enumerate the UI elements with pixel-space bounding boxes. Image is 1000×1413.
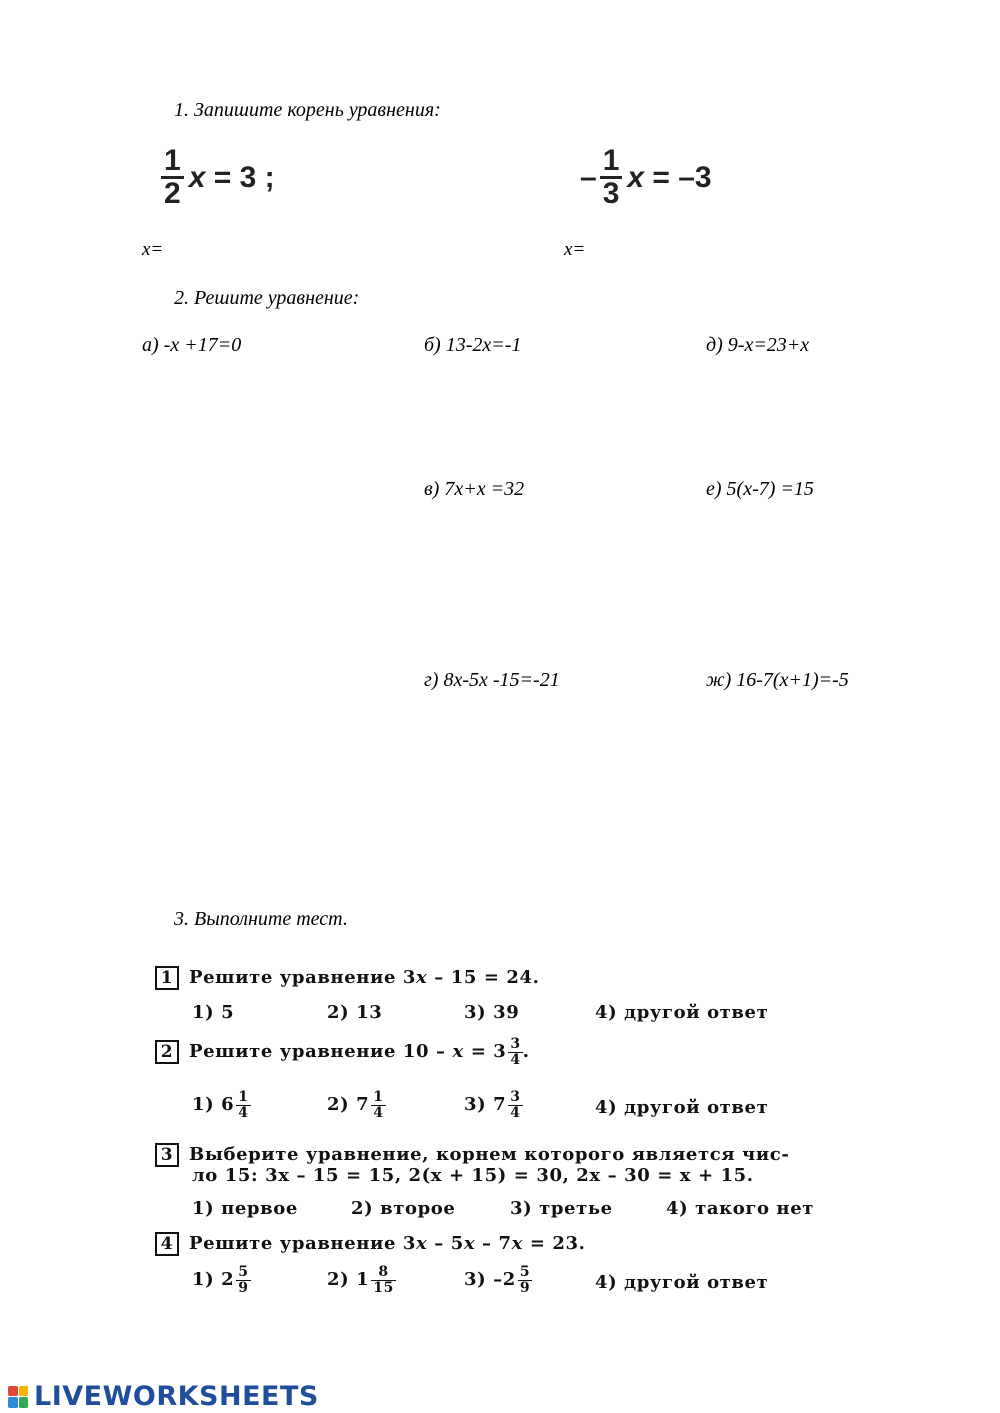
fraction: $\frac{5}{9}$ (519, 1264, 531, 1296)
task2-heading: 2. Решите уравнение: (174, 287, 360, 309)
q3-option-2: 2) второе (351, 1198, 456, 1219)
logo-text: LIVEWORKSHEETS (34, 1381, 319, 1412)
fraction: $\frac{1}{2}$ (161, 146, 184, 209)
task2-item-d: д) 9-x=23+x (706, 334, 810, 356)
q2-option-4: 4) другой ответ (595, 1097, 769, 1118)
q3-option-1: 1) первое (192, 1198, 298, 1219)
fraction: $\frac{1}{4}$ (238, 1089, 249, 1121)
task2-item-a: а) -x +17=0 (142, 334, 242, 356)
fraction: $\frac{1}{4}$ (373, 1089, 384, 1121)
fraction: $\frac{3}{4}$ (510, 1036, 521, 1068)
test-question-4: 4 Решите уравнение 3x – 5x – 7x = 23. (155, 1232, 586, 1256)
test-question-2: 2 Решите уравнение 10 – x = 3 $\frac{3}{4}$ . (155, 1037, 530, 1067)
fraction: $\frac{1}{3}$ (600, 146, 623, 209)
q2-option-2: 2) 7 $\frac{1}{4}$ (327, 1089, 384, 1121)
task2-item-zh: ж) 16-7(x+1)=-5 (706, 669, 849, 691)
logo-icon (8, 1386, 28, 1408)
q1-option-4: 4) другой ответ (595, 1002, 769, 1023)
task1-equation-1: $\frac{1}{2}$ x = 3 ; (158, 146, 275, 209)
test-question-3-line-2: ло 15: 3x – 15 = 15, 2(x + 15) = 30, 2x – 30 = x + 15. (192, 1165, 754, 1186)
q3-option-4: 4) такого нет (666, 1198, 815, 1219)
test-question-1: 1 Решите уравнение 3x – 15 = 24. (155, 966, 540, 990)
fraction: $\frac{5}{9}$ (238, 1264, 249, 1296)
q4-option-1: 1) 2 $\frac{5}{9}$ (192, 1264, 249, 1296)
q1-option-2: 2) 13 (327, 1002, 383, 1023)
liveworksheets-logo[interactable] (8, 1381, 319, 1412)
q2-option-3: 3) 7 $\frac{3}{4}$ (464, 1089, 521, 1121)
task1-equation-2: – $\frac{1}{3}$ x = –3 (580, 144, 712, 210)
task3-heading: 3. Выполните тест. (174, 908, 348, 930)
q4-option-4: 4) другой ответ (595, 1272, 769, 1293)
question-number-box: 1 (155, 966, 179, 990)
fraction: $\frac{8}{15}$ (373, 1264, 394, 1296)
q1-option-3: 3) 39 (464, 1002, 520, 1023)
question-number-box: 4 (155, 1232, 179, 1256)
question-number-box: 2 (155, 1040, 179, 1064)
q3-option-3: 3) третье (510, 1198, 613, 1219)
q4-option-2: 2) 1 $\frac{8}{15}$ (327, 1264, 394, 1296)
task2-item-e: е) 5(x-7) =15 (706, 478, 814, 500)
q2-option-1: 1) 6 $\frac{1}{4}$ (192, 1089, 249, 1121)
task1-answer-label-2: x= (564, 239, 586, 260)
q4-option-3: 3) –2 $\frac{5}{9}$ (464, 1264, 531, 1296)
task2-item-v: в) 7x+x =32 (424, 478, 525, 500)
task1-answer-label-1: x= (142, 239, 164, 260)
q1-option-1: 1) 5 (192, 1002, 235, 1023)
task1-heading: 1. Запишите корень уравнения: (174, 99, 441, 121)
task2-item-b: б) 13-2x=-1 (424, 334, 522, 356)
fraction: $\frac{3}{4}$ (510, 1089, 521, 1121)
question-number-box: 3 (155, 1143, 179, 1167)
task2-item-g: г) 8x-5x -15=-21 (424, 669, 560, 691)
test-question-3: 3 Выберите уравнение, корнем которого является чис- (155, 1143, 789, 1167)
